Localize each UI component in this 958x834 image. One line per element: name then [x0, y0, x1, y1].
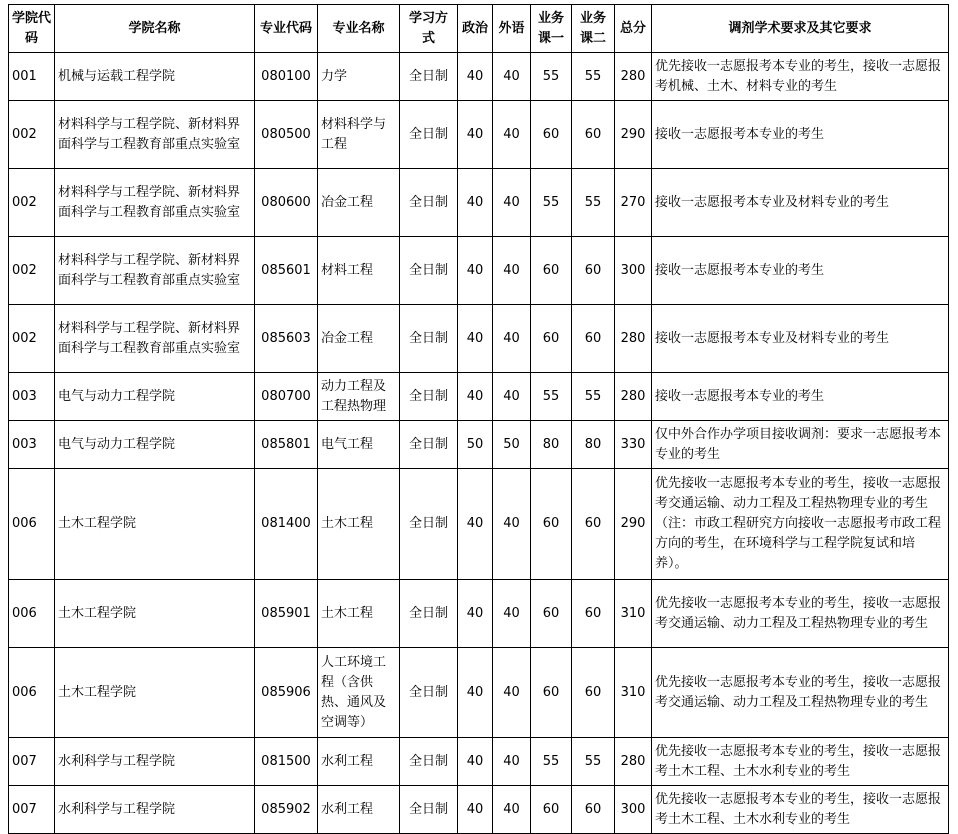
subject-two-score-cell: 55: [572, 53, 615, 101]
total-score-cell: 280: [615, 305, 652, 373]
politics-score-cell: 40: [458, 738, 493, 786]
requirements-cell: 优先接收一志愿报考本专业的考生，接收一志愿报考土木工程、土木水利专业的考生: [652, 738, 949, 786]
header-subject-one: 业务课一: [531, 5, 572, 53]
header-subject-two: 业务课二: [572, 5, 615, 53]
major-name-cell: 冶金工程: [318, 305, 400, 373]
major-name-cell: 土木工程: [318, 469, 400, 580]
table-row: [9, 580, 949, 648]
total-score-cell: 330: [615, 421, 652, 469]
study-mode-cell: 全日制: [400, 101, 458, 169]
major-code-cell: 085901: [255, 580, 318, 648]
foreign-language-score-cell: 50: [493, 421, 531, 469]
study-mode-cell: 全日制: [400, 738, 458, 786]
total-score-cell: 280: [615, 53, 652, 101]
subject-one-score-cell: 55: [531, 738, 572, 786]
subject-one-score-cell: 60: [531, 786, 572, 834]
major-name-cell: 电气工程: [318, 421, 400, 469]
requirements-cell: 接收一志愿报考本专业的考生: [652, 373, 949, 421]
total-score-cell: 300: [615, 786, 652, 834]
header-major-code: 专业代码: [255, 5, 318, 53]
major-name-cell: 材料工程: [318, 237, 400, 305]
foreign-language-score-cell: 40: [493, 101, 531, 169]
politics-score-cell: 40: [458, 101, 493, 169]
college-name-cell: 材料科学与工程学院、新材料界面科学与工程教育部重点实验室: [55, 169, 255, 237]
college-name-cell: 土木工程学院: [55, 580, 255, 648]
subject-two-score-cell: 60: [572, 580, 615, 648]
foreign-language-score-cell: 40: [493, 469, 531, 580]
subject-two-score-cell: 55: [572, 169, 615, 237]
college-code-cell: 006: [9, 469, 55, 580]
subject-two-score-cell: 55: [572, 738, 615, 786]
politics-score-cell: 40: [458, 169, 493, 237]
politics-score-cell: 40: [458, 373, 493, 421]
major-name-cell: 材料科学与工程: [318, 101, 400, 169]
college-name-cell: 材料科学与工程学院、新材料界面科学与工程教育部重点实验室: [55, 305, 255, 373]
politics-score-cell: 40: [458, 305, 493, 373]
major-name-cell: 冶金工程: [318, 169, 400, 237]
politics-score-cell: 40: [458, 580, 493, 648]
subject-one-score-cell: 60: [531, 580, 572, 648]
total-score-cell: 300: [615, 237, 652, 305]
header-college-code: 学院代码: [9, 5, 55, 53]
major-code-cell: 080100: [255, 53, 318, 101]
header-total-score: 总分: [615, 5, 652, 53]
table-row: [9, 53, 949, 101]
politics-score-cell: 40: [458, 648, 493, 738]
college-code-cell: 001: [9, 53, 55, 101]
major-code-cell: 081500: [255, 738, 318, 786]
major-name-cell: 水利工程: [318, 786, 400, 834]
study-mode-cell: 全日制: [400, 648, 458, 738]
subject-two-score-cell: 60: [572, 101, 615, 169]
study-mode-cell: 全日制: [400, 169, 458, 237]
requirements-cell: 优先接收一志愿报考本专业的考生，接收一志愿报考机械、土木、材料专业的考生: [652, 53, 949, 101]
foreign-language-score-cell: 40: [493, 580, 531, 648]
study-mode-cell: 全日制: [400, 53, 458, 101]
college-name-cell: 机械与运载工程学院: [55, 53, 255, 101]
table-row: [9, 738, 949, 786]
subject-two-score-cell: 55: [572, 373, 615, 421]
foreign-language-score-cell: 40: [493, 786, 531, 834]
major-code-cell: 080700: [255, 373, 318, 421]
politics-score-cell: 40: [458, 786, 493, 834]
requirements-cell: 接收一志愿报考本专业的考生: [652, 237, 949, 305]
total-score-cell: 310: [615, 648, 652, 738]
college-code-cell: 002: [9, 169, 55, 237]
major-code-cell: 085603: [255, 305, 318, 373]
foreign-language-score-cell: 40: [493, 237, 531, 305]
total-score-cell: 310: [615, 580, 652, 648]
foreign-language-score-cell: 40: [493, 169, 531, 237]
major-code-cell: 085906: [255, 648, 318, 738]
requirements-cell: 接收一志愿报考本专业及材料专业的考生: [652, 169, 949, 237]
major-code-cell: 085801: [255, 421, 318, 469]
table-row: [9, 101, 949, 169]
major-name-cell: 土木工程: [318, 580, 400, 648]
subject-one-score-cell: 60: [531, 648, 572, 738]
subject-one-score-cell: 55: [531, 169, 572, 237]
table-row: [9, 469, 949, 580]
college-name-cell: 电气与动力工程学院: [55, 373, 255, 421]
college-name-cell: 材料科学与工程学院、新材料界面科学与工程教育部重点实验室: [55, 237, 255, 305]
major-name-cell: 水利工程: [318, 738, 400, 786]
college-code-cell: 007: [9, 738, 55, 786]
subject-two-score-cell: 60: [572, 305, 615, 373]
college-code-cell: 006: [9, 580, 55, 648]
requirements-cell: 优先接收一志愿报考本专业的考生，接收一志愿报考交通运输、动力工程及工程热物理专业的考生（注：市政工程研究方向接收一志愿报考市政工程方向的考生，在环境科学与工程学院复试和培养）。: [652, 469, 949, 580]
header-major-name: 专业名称: [318, 5, 400, 53]
study-mode-cell: 全日制: [400, 469, 458, 580]
college-code-cell: 003: [9, 373, 55, 421]
table-row: [9, 421, 949, 469]
politics-score-cell: 50: [458, 421, 493, 469]
college-code-cell: 006: [9, 648, 55, 738]
major-code-cell: 085902: [255, 786, 318, 834]
major-name-cell: 动力工程及工程热物理: [318, 373, 400, 421]
college-code-cell: 002: [9, 305, 55, 373]
table-body: [9, 53, 949, 834]
foreign-language-score-cell: 40: [493, 53, 531, 101]
politics-score-cell: 40: [458, 53, 493, 101]
college-name-cell: 水利科学与工程学院: [55, 738, 255, 786]
table-row: [9, 237, 949, 305]
subject-one-score-cell: 60: [531, 101, 572, 169]
requirements-cell: 仅中外合作办学项目接收调剂：要求一志愿报考本专业的考生: [652, 421, 949, 469]
table-row: [9, 786, 949, 834]
table-row: [9, 305, 949, 373]
study-mode-cell: 全日制: [400, 421, 458, 469]
politics-score-cell: 40: [458, 237, 493, 305]
college-name-cell: 水利科学与工程学院: [55, 786, 255, 834]
subject-one-score-cell: 60: [531, 469, 572, 580]
major-name-cell: 人工环境工程（含供热、通风及空调等）: [318, 648, 400, 738]
foreign-language-score-cell: 40: [493, 305, 531, 373]
foreign-language-score-cell: 40: [493, 648, 531, 738]
college-code-cell: 003: [9, 421, 55, 469]
college-name-cell: 土木工程学院: [55, 648, 255, 738]
requirements-cell: 优先接收一志愿报考本专业的考生，接收一志愿报考交通运输、动力工程及工程热物理专业的考生: [652, 648, 949, 738]
major-code-cell: 085601: [255, 237, 318, 305]
study-mode-cell: 全日制: [400, 786, 458, 834]
college-name-cell: 土木工程学院: [55, 469, 255, 580]
requirements-cell: 接收一志愿报考本专业及材料专业的考生: [652, 305, 949, 373]
subject-one-score-cell: 55: [531, 373, 572, 421]
college-name-cell: 电气与动力工程学院: [55, 421, 255, 469]
foreign-language-score-cell: 40: [493, 738, 531, 786]
total-score-cell: 280: [615, 373, 652, 421]
adjustment-requirements-table: [8, 4, 949, 834]
college-name-cell: 材料科学与工程学院、新材料界面科学与工程教育部重点实验室: [55, 101, 255, 169]
major-name-cell: 力学: [318, 53, 400, 101]
table-header: [9, 5, 949, 53]
header-foreign-language: 外语: [493, 5, 531, 53]
study-mode-cell: 全日制: [400, 373, 458, 421]
table-row: [9, 169, 949, 237]
subject-two-score-cell: 60: [572, 786, 615, 834]
header-college-name: 学院名称: [55, 5, 255, 53]
major-code-cell: 080600: [255, 169, 318, 237]
header-politics: 政治: [458, 5, 493, 53]
total-score-cell: 270: [615, 169, 652, 237]
subject-two-score-cell: 60: [572, 469, 615, 580]
total-score-cell: 290: [615, 469, 652, 580]
study-mode-cell: 全日制: [400, 305, 458, 373]
requirements-cell: 优先接收一志愿报考本专业的考生，接收一志愿报考土木工程、土木水利专业的考生: [652, 786, 949, 834]
study-mode-cell: 全日制: [400, 580, 458, 648]
header-row: [9, 5, 949, 53]
subject-two-score-cell: 60: [572, 648, 615, 738]
table-row: [9, 648, 949, 738]
subject-one-score-cell: 55: [531, 53, 572, 101]
subject-one-score-cell: 80: [531, 421, 572, 469]
foreign-language-score-cell: 40: [493, 373, 531, 421]
header-requirements: 调剂学术要求及其它要求: [652, 5, 949, 53]
requirements-cell: 优先接收一志愿报考本专业的考生，接收一志愿报考交通运输、动力工程及工程热物理专业的考生: [652, 580, 949, 648]
subject-one-score-cell: 60: [531, 305, 572, 373]
major-code-cell: 080500: [255, 101, 318, 169]
requirements-cell: 接收一志愿报考本专业的考生: [652, 101, 949, 169]
subject-two-score-cell: 80: [572, 421, 615, 469]
politics-score-cell: 40: [458, 469, 493, 580]
study-mode-cell: 全日制: [400, 237, 458, 305]
total-score-cell: 280: [615, 738, 652, 786]
total-score-cell: 290: [615, 101, 652, 169]
table-row: [9, 373, 949, 421]
subject-one-score-cell: 60: [531, 237, 572, 305]
college-code-cell: 002: [9, 237, 55, 305]
college-code-cell: 007: [9, 786, 55, 834]
header-study-mode: 学习方式: [400, 5, 458, 53]
subject-two-score-cell: 60: [572, 237, 615, 305]
major-code-cell: 081400: [255, 469, 318, 580]
college-code-cell: 002: [9, 101, 55, 169]
